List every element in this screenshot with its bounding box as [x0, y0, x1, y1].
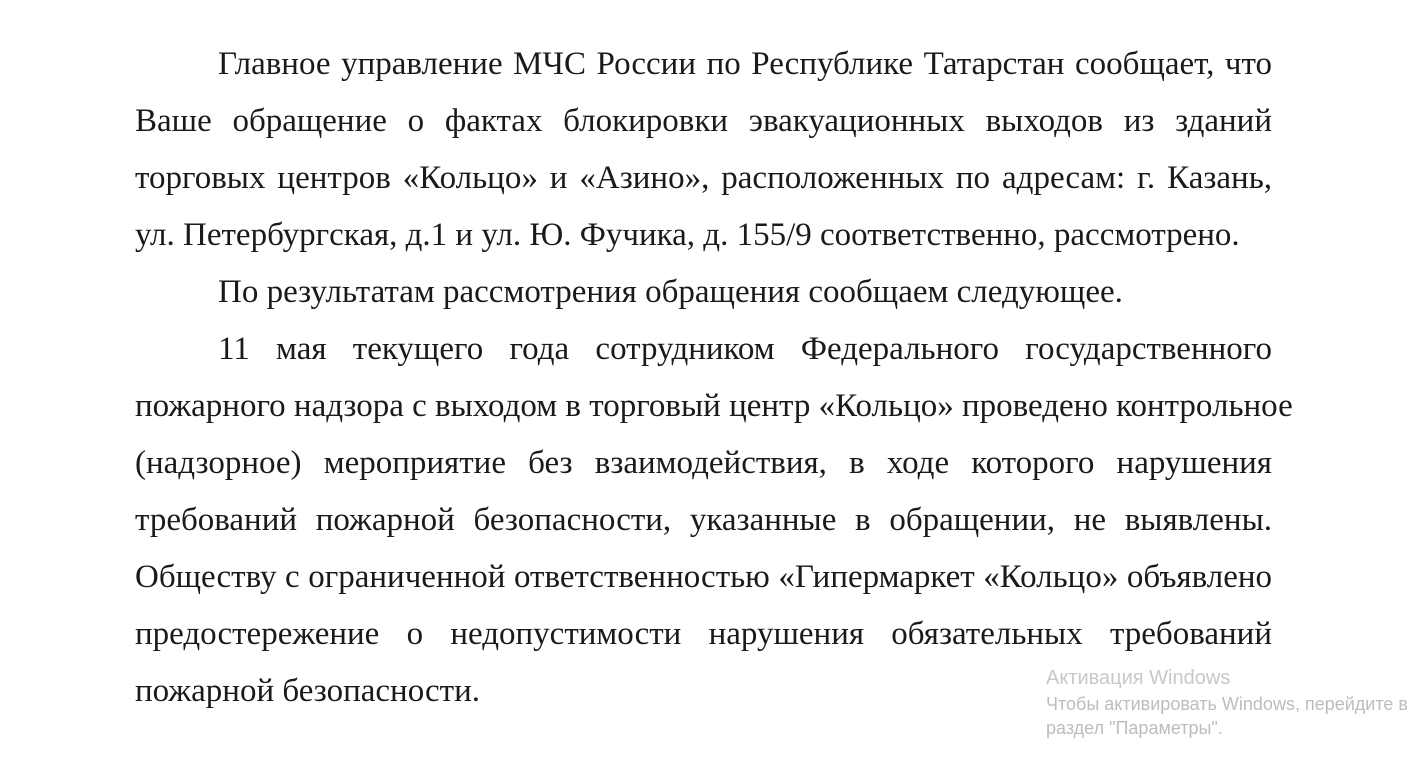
text-line: Главное управление МЧС России по Республике Татарстан сообщает, что [218, 46, 1272, 82]
text-line: торговых центров «Кольцо» и «Азино», расположенных по адресам: г. Казань, [135, 160, 1272, 196]
text-line: пожарного надзора с выходом в торговый центр «Кольцо» проведено контрольное [135, 388, 1293, 424]
windows-activation-text: Чтобы активировать Windows, перейдите в [1046, 694, 1408, 714]
text-line: пожарной безопасности. [135, 673, 481, 709]
text-line: Ваше обращение о фактах блокировки эвакуационных выходов из зданий [135, 103, 1272, 139]
text-line: предостережение о недопустимости нарушения обязательных требований [135, 616, 1272, 652]
text-line: требований пожарной безопасности, указанные в обращении, не выявлены. [135, 502, 1272, 538]
windows-activation-text-2: раздел "Параметры". [1046, 718, 1223, 738]
text-line: Обществу с ограниченной ответственностью «Гипермаркет «Кольцо» объявлено [135, 559, 1272, 595]
text-line: По результатам рассмотрения обращения сообщаем следующее. [218, 274, 1123, 310]
text-line: ул. Петербургская, д.1 и ул. Ю. Фучика, д. 155/9 соответственно, рассмотрено. [135, 217, 1240, 253]
document-body [135, 36, 1293, 720]
windows-activation-title: Активация Windows [1046, 667, 1231, 689]
text-line: (надзорное) мероприятие без взаимодействия, в ходе которого нарушения [135, 445, 1272, 481]
text-line: 11 мая текущего года сотрудником Федерального государственного [218, 331, 1272, 367]
